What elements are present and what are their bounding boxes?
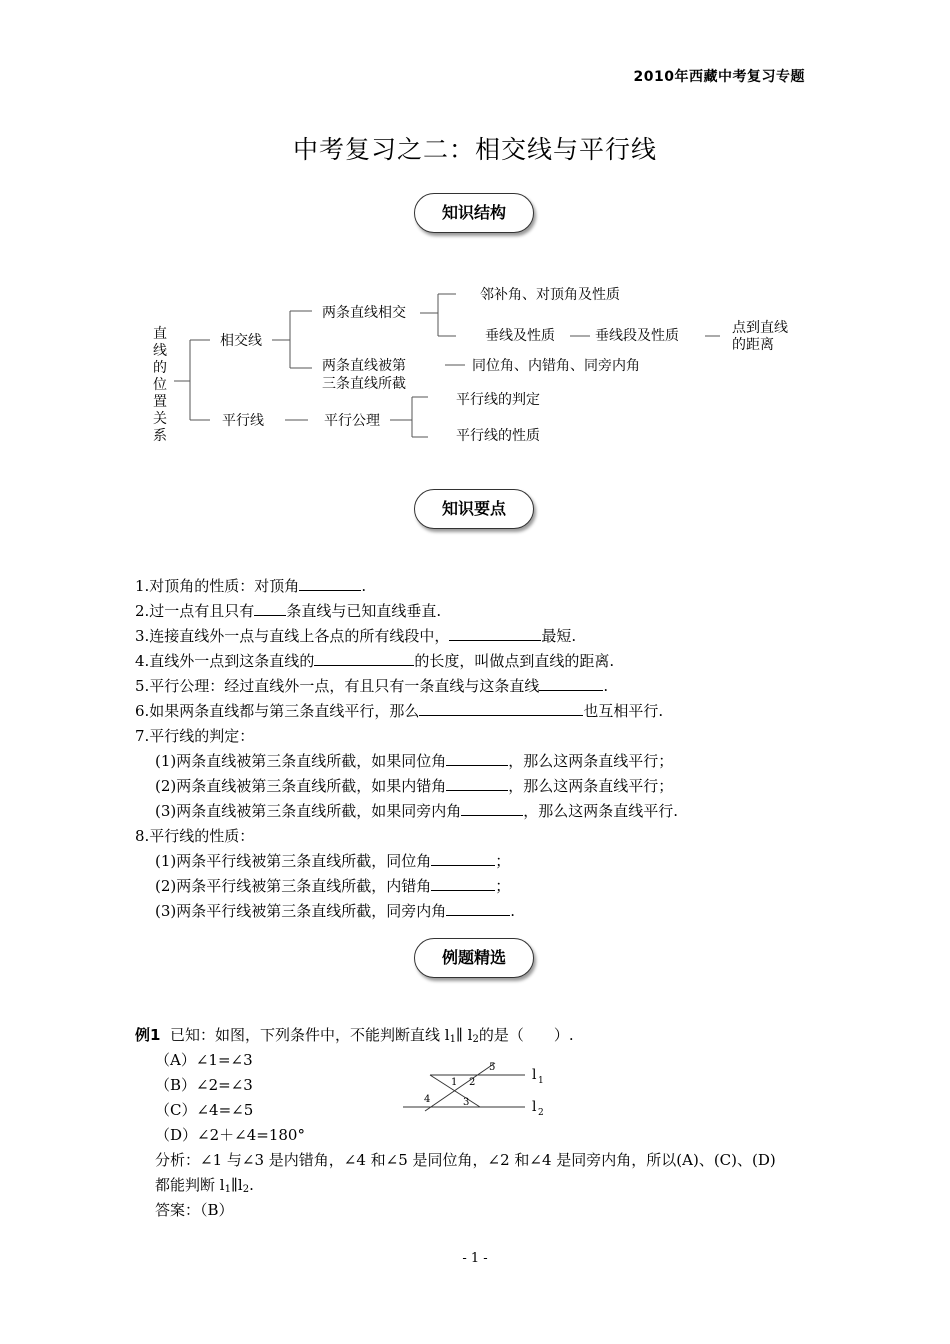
- node-parallel-judge: 平行线的判定: [456, 392, 540, 408]
- angle-label: 2: [469, 1077, 476, 1088]
- section-badge-examples: 例题精选: [414, 938, 534, 978]
- node-cut-by-third-2: 三条直线所截: [322, 376, 406, 392]
- answer-blank[interactable]: [419, 700, 583, 716]
- point-7-3: (3)两条直线被第三条直线所截，如果同旁内角 ，那么这两条直线平行.: [155, 802, 679, 820]
- point-1: 1.对顶角的性质：对顶角 .: [135, 577, 367, 595]
- node-parallel-prop: 平行线的性质: [456, 428, 540, 444]
- node-perp-segment: 垂线段及性质: [595, 328, 679, 344]
- page-number: - 1 -: [462, 1251, 488, 1266]
- answer-blank[interactable]: [539, 675, 603, 691]
- line-label-l1: l: [532, 1067, 537, 1083]
- option-d: （D）∠2＋∠4=180°: [155, 1126, 305, 1144]
- line-label-sub: 2: [538, 1108, 544, 1118]
- node-adjacent-angles: 邻补角、对顶角及性质: [480, 287, 620, 303]
- node-distance-1: 点到直线: [732, 320, 788, 336]
- node-parallel-lines: 平行线: [222, 413, 264, 429]
- tree-root: 直 线 的 位 置 关 系: [153, 326, 167, 444]
- node-perpendicular: 垂线及性质: [485, 328, 555, 344]
- page-title: 中考复习之二：相交线与平行线: [292, 135, 657, 164]
- section-badge-structure: 知识结构: [414, 193, 534, 233]
- point-4: 4.直线外一点到这条直线的 的长度，叫做点到直线的距离.: [135, 652, 615, 670]
- answer-blank[interactable]: [461, 800, 523, 816]
- point-5: 5.平行公理：经过直线外一点，有且只有一条直线与这条直线 .: [135, 677, 609, 695]
- point-8-1: (1)两条平行线被第三条直线所截，同位角 ；: [155, 852, 511, 870]
- point-6: 6.如果两条直线都与第三条直线平行，那么 也互相平行.: [135, 702, 664, 720]
- option-c: （C）∠4=∠5: [155, 1101, 254, 1119]
- page-header: 2010年西藏中考复习专题: [633, 69, 805, 85]
- angle-label: 4: [424, 1094, 431, 1105]
- point-7: 7.平行线的判定：: [135, 727, 255, 745]
- example-figure: [400, 1055, 560, 1120]
- point-8-3: (3)两条平行线被第三条直线所截，同旁内角 .: [155, 902, 516, 920]
- line-label-sub: 1: [538, 1076, 544, 1086]
- answer-blank[interactable]: [446, 775, 508, 791]
- answer-blank[interactable]: [431, 850, 495, 866]
- line-label-l2: l: [532, 1099, 537, 1115]
- point-8-2: (2)两条平行线被第三条直线所截，内错角 ；: [155, 877, 511, 895]
- node-angle-types: 同位角、内错角、同旁内角: [472, 358, 640, 374]
- point-3: 3.连接直线外一点与直线上各点的所有线段中， 最短.: [135, 627, 577, 645]
- answer-blank[interactable]: [431, 875, 495, 891]
- point-8: 8.平行线的性质：: [135, 827, 255, 845]
- node-intersecting-lines: 相交线: [220, 333, 262, 349]
- answer-blank[interactable]: [449, 625, 541, 641]
- analysis-line-1: 分析：∠1 与∠3 是内错角，∠4 和∠5 是同位角，∠2 和∠4 是同旁内角，所以(A)、(C)、(D): [155, 1151, 776, 1169]
- node-cut-by-third-1: 两条直线被第: [322, 358, 406, 374]
- node-distance-2: 的距离: [732, 337, 774, 353]
- node-two-lines-intersect: 两条直线相交: [322, 305, 406, 321]
- answer-blank[interactable]: [446, 900, 510, 916]
- section-badge-points: 知识要点: [414, 489, 534, 529]
- node-parallel-axiom: 平行公理: [324, 413, 380, 429]
- option-a: （A）∠1=∠3: [155, 1051, 253, 1069]
- example-stem: 例1 已知：如图，下列条件中，不能判断直线 $l_1\parallel$ $l_2$的是（ ）.: [135, 1026, 574, 1045]
- knowledge-tree: [140, 280, 820, 460]
- answer-blank[interactable]: [299, 575, 361, 591]
- answer-blank[interactable]: [314, 650, 414, 666]
- analysis-line-2: 都能判断 $l_1\parallel l_2$.: [155, 1176, 254, 1195]
- answer-line: 答案：（B）: [155, 1201, 234, 1219]
- answer-blank[interactable]: [446, 750, 508, 766]
- angle-label: 5: [489, 1062, 496, 1073]
- point-7-1: (1)两条直线被第三条直线所截，如果同位角 ，那么这两条直线平行；: [155, 752, 674, 770]
- angle-label: 1: [451, 1077, 458, 1088]
- parallel-lines-figure: [400, 1055, 560, 1120]
- answer-blank[interactable]: [254, 600, 286, 616]
- option-b: （B）∠2=∠3: [155, 1076, 253, 1094]
- angle-label: 3: [463, 1097, 470, 1108]
- point-7-2: (2)两条直线被第三条直线所截，如果内错角 ，那么这两条直线平行；: [155, 777, 674, 795]
- point-2: 2.过一点有且只有 条直线与已知直线垂直.: [135, 602, 442, 620]
